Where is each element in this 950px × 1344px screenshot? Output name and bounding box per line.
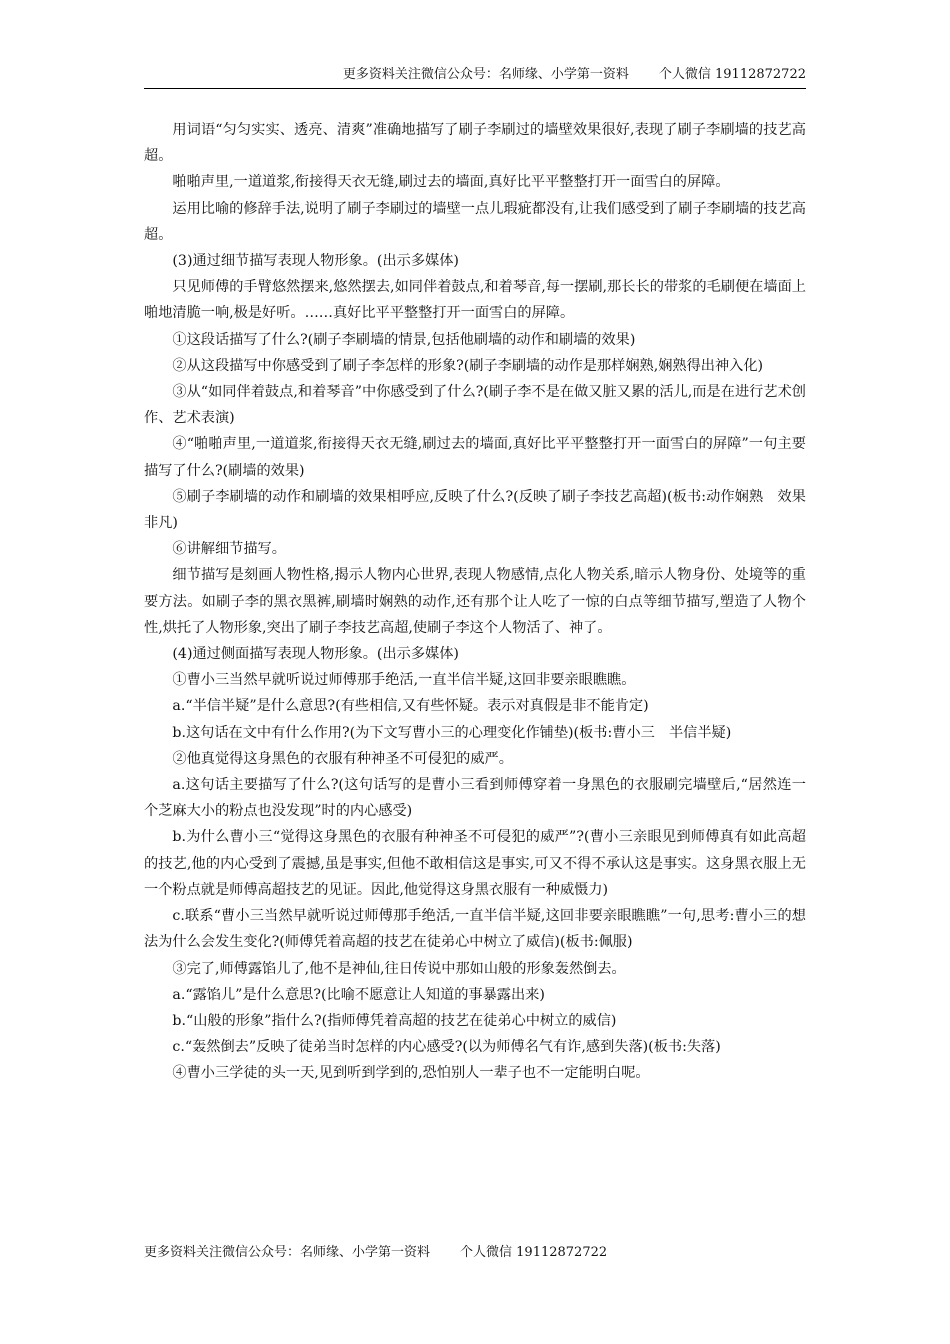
paragraph: ④曹小三学徒的头一天,见到听到学到的,恐怕别人一辈子也不一定能明白呢。 (172, 1065, 650, 1082)
paragraph: a.“半信半疑”是什么意思?(有些相信,又有些怀疑。表示对真假是非不能肯定) (172, 698, 649, 715)
paragraph: 啪啪声里,一道道浆,衔接得天衣无缝,刷过去的墙面,真好比平平整整打开一面雪白的屏障。 (172, 174, 730, 191)
paragraph: a.这句话主要描写了什么?(这句话写的是曹小三看到师傅穿着一身黑色的衣服刷完墙壁后,“居然连一个芝麻大小的粉点也没发现”时的内心感受) (144, 777, 806, 820)
paragraph: 运用比喻的修辞手法,说明了刷子李刷过的墙壁一点儿瑕疵都没有,让我们感受到了刷子李刷墙的技艺高超。 (144, 200, 806, 243)
paragraph: ③完了,师傅露馅儿了,他不是神仙,往日传说中那如山般的形象轰然倒去。 (172, 960, 626, 977)
page-header (144, 66, 806, 84)
paragraph: b.这句话在文中有什么作用?(为下文写曹小三的心理变化作铺垫)(板书:曹小三 半信半疑) (172, 724, 732, 741)
paragraph: ②从这段描写中你感受到了刷子李怎样的形象?(刷子李刷墙的动作是那样娴熟,娴熟得出神入化) (172, 357, 764, 374)
paragraph: 只见师傅的手臂悠然摆来,悠然摆去,如同伴着鼓点,和着琴音,每一摆刷,那长长的带浆的毛刷便在墙面上啪地清脆一响,极是好听。……真好比平平整整打开一面雪白的屏障。 (144, 279, 806, 322)
paragraph: ①曹小三当然早就听说过师傅那手绝活,一直半信半疑,这回非要亲眼瞧瞧。 (172, 672, 636, 689)
paragraph: ②他真觉得这身黑色的衣服有种神圣不可侵犯的威严。 (172, 750, 513, 767)
paragraph: ④“啪啪声里,一道道浆,衔接得天衣无缝,刷过去的墙面,真好比平平整整打开一面雪白的屏障”一句主要描写了什么?(刷墙的效果) (144, 436, 806, 479)
paragraph: 细节描写是刻画人物性格,揭示人物内心世界,表现人物感情,点化人物关系,暗示人物身份、处境等的重要方法。如刷子李的黑衣黑裤,刷墙时娴熟的动作,还有那个让人吃了一惊的白点等细节描写,塑造了人物个性,烘托了人物形象,突出了刷子李技艺高超,使刷子李这个人物活了、神了。 (144, 567, 806, 636)
paragraph: ⑥讲解细节描写。 (172, 541, 286, 558)
paragraph: ⑤刷子李刷墙的动作和刷墙的效果相呼应,反映了什么?(反映了刷子李技艺高超)(板书:动作娴熟 效果非凡) (144, 488, 806, 532)
paragraph: c.联系“曹小三当然早就听说过师傅那手绝活,一直半信半疑,这回非要亲眼瞧瞧”一句,思考:曹小三的想法为什么会发生变化?(师傅凭着高超的技艺在徒弟心中树立了威信)(板书:佩服) (144, 908, 806, 951)
header-promo-text: 更多资料关注微信公众号：名师缘、小学第一资料 (342, 67, 629, 82)
footer-contact-text: 个人微信 19112872722 (460, 1245, 608, 1260)
paragraph: 用词语“匀匀实实、透亮、清爽”准确地描写了刷子李刷过的墙壁效果很好,表现了刷子李刷墙的技艺高超。 (144, 122, 806, 165)
paragraph: b.“山般的形象”指什么?(指师傅凭着高超的技艺在徒弟心中树立的威信) (172, 1012, 617, 1029)
section-heading: (3)通过细节描写表现人物形象。(出示多媒体) (172, 253, 459, 270)
paragraph: a.“露馅儿”是什么意思?(比喻不愿意让人知道的事暴露出来) (172, 986, 545, 1003)
paragraph: c.“轰然倒去”反映了徒弟当时怎样的内心感受?(以为师傅名气有诈,感到失落)(板书:失落) (172, 1039, 721, 1056)
paragraph: ③从“如同伴着鼓点,和着琴音”中你感受到了什么?(刷子李不是在做又脏又累的活儿,而是在进行艺术创作、艺术表演) (144, 384, 806, 427)
header-contact-text: 个人微信 19112872722 (658, 67, 806, 82)
page-footer (144, 1244, 607, 1262)
footer-promo-text: 更多资料关注微信公众号：名师缘、小学第一资料 (144, 1245, 431, 1260)
paragraph: ①这段话描写了什么?(刷子李刷墙的情景,包括他刷墙的动作和刷墙的效果) (172, 331, 636, 348)
document-body (144, 117, 806, 1087)
header-rule (144, 88, 806, 89)
section-heading: (4)通过侧面描写表现人物形象。(出示多媒体) (172, 646, 459, 663)
paragraph: b.为什么曹小三“觉得这身黑色的衣服有种神圣不可侵犯的威严”?(曹小三亲眼见到师傅真有如此高超的技艺,他的内心受到了震撼,虽是事实,但他不敢相信这是事实,可又不得不承认这是事实。这身黑衣服上无一个粉点就是师傅高超技艺的见证。因此,他觉得这身黑衣服有一种威慑力) (144, 829, 806, 898)
